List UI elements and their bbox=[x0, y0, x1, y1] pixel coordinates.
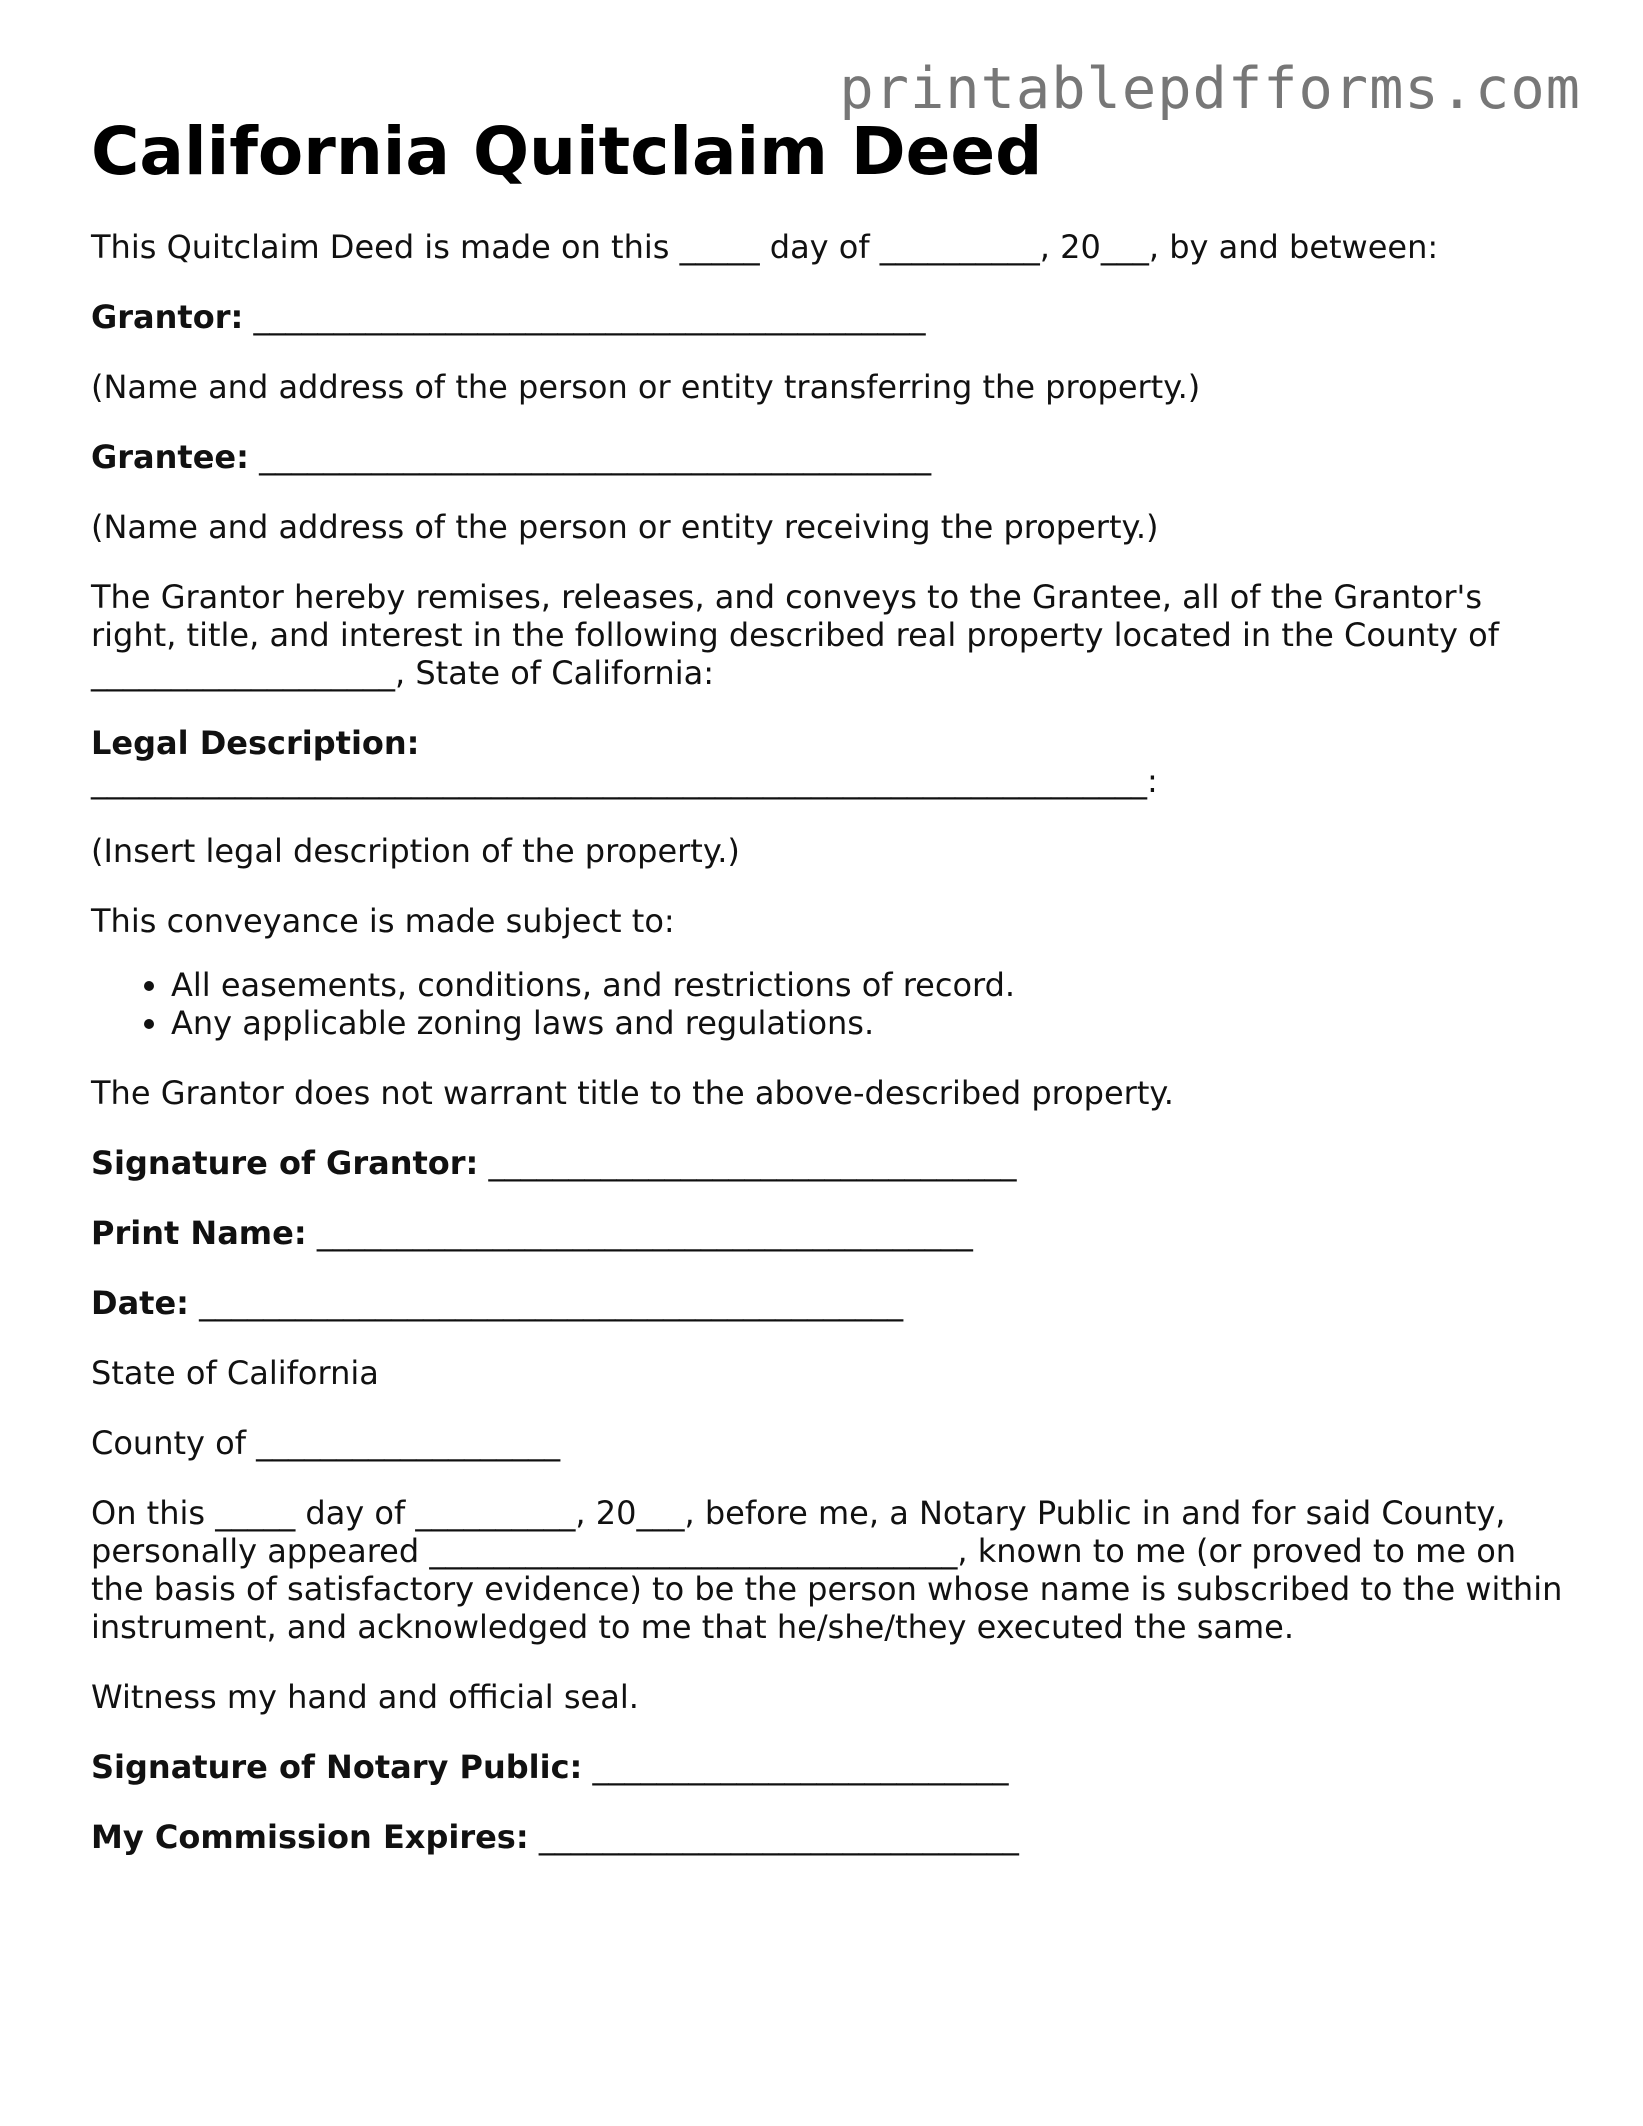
grantee-note: (Name and address of the person or entity receiving the property.) bbox=[91, 508, 1159, 546]
notary-signature-blank[interactable]: __________________________ bbox=[592, 1748, 1009, 1786]
subject-list bbox=[91, 966, 1571, 1042]
grantor-line bbox=[91, 298, 1571, 336]
commission-blank[interactable]: ______________________________ bbox=[538, 1818, 1019, 1856]
list-item: • Any applicable zoning laws and regulations. bbox=[171, 1004, 1571, 1042]
legal-description-blank[interactable]: __________________________________________________________________: bbox=[91, 762, 1158, 800]
no-warranty-statement: The Grantor does not warrant title to the above-described property. bbox=[91, 1074, 1174, 1112]
notary-signature-label: Signature of Notary Public: bbox=[91, 1748, 583, 1786]
document-page bbox=[91, 112, 1571, 1888]
print-name-blank[interactable]: _________________________________________ bbox=[316, 1214, 973, 1252]
grantee-label: Grantee: bbox=[91, 438, 249, 476]
grantee-line bbox=[91, 438, 1571, 476]
intro-paragraph: This Quitclaim Deed is made on this _____ day of __________, 20___, by and between: bbox=[91, 228, 1439, 266]
legal-description bbox=[91, 724, 1571, 800]
grantor-label: Grantor: bbox=[91, 298, 244, 336]
watermark: printablepdfforms.com bbox=[839, 56, 1581, 122]
legal-description-label: Legal Description: bbox=[91, 724, 420, 762]
grantor-signature-label: Signature of Grantor: bbox=[91, 1144, 479, 1182]
grantor-blank[interactable]: __________________________________________ bbox=[253, 298, 926, 336]
witness-line: Witness my hand and official seal. bbox=[91, 1678, 639, 1716]
notary-signature-line bbox=[91, 1748, 1571, 1786]
commission-label: My Commission Expires: bbox=[91, 1818, 529, 1856]
commission-line bbox=[91, 1818, 1571, 1856]
state-line: State of California bbox=[91, 1354, 379, 1392]
grantor-signature-line bbox=[91, 1144, 1571, 1182]
grantee-blank[interactable]: __________________________________________ bbox=[259, 438, 932, 476]
date-line bbox=[91, 1284, 1571, 1322]
grantor-signature-blank[interactable]: _________________________________ bbox=[488, 1144, 1017, 1182]
conveyance-paragraph: The Grantor hereby remises, releases, and conveys to the Grantee, all of the Grantor's right, title, and interest in the following described real property located in the County of ___________________, State of California: bbox=[91, 578, 1510, 692]
print-name-line bbox=[91, 1214, 1571, 1252]
subject-intro: This conveyance is made subject to: bbox=[91, 902, 675, 940]
legal-description-note: (Insert legal description of the property.) bbox=[91, 832, 740, 870]
date-label: Date: bbox=[91, 1284, 189, 1322]
notary-acknowledgment: On this _____ day of __________, 20___, before me, a Notary Public in and for said County, personally appeared _________________________________, known to me (or proved to me on the basis of satisfactory evidence) to be the person whose name is subscribed to the within instrument, and acknowledged to me that he/she/they executed the same. bbox=[91, 1494, 1573, 1646]
county-line: County of ___________________ bbox=[91, 1424, 561, 1462]
list-item: • All easements, conditions, and restrictions of record. bbox=[171, 966, 1571, 1004]
grantor-note: (Name and address of the person or entity transferring the property.) bbox=[91, 368, 1201, 406]
print-name-label: Print Name: bbox=[91, 1214, 307, 1252]
date-blank[interactable]: ____________________________________________ bbox=[199, 1284, 904, 1322]
document-title: California Quitclaim Deed bbox=[91, 113, 1043, 190]
